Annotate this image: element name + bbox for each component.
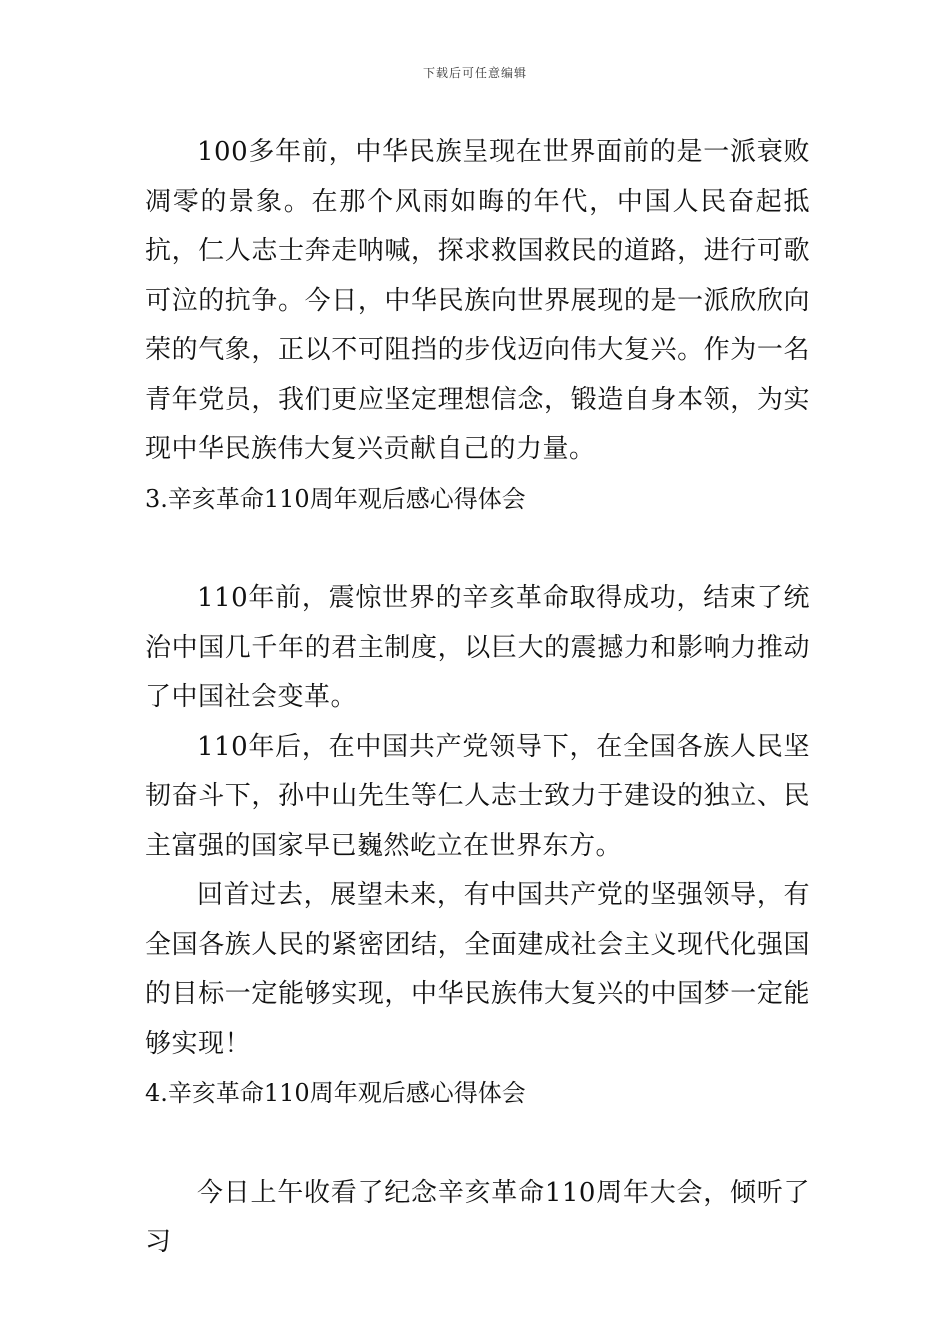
paragraph-intro: 100多年前，中华民族呈现在世界面前的是一派衰败凋零的景象。在那个风雨如晦的年代，中国人民奋起抵抗，仁人志士奔走呐喊，探求救国救民的道路，进行可歌可泣的抗争。今日，中华民族向世界展现的是一派欣欣向荣的气象，正以不可阻挡的步伐迈向伟大复兴。作为一名青年党员，我们更应坚定理想信念，锻造自身本领，为实现中华民族伟大复兴贡献自己的力量。 [145,137,810,464]
paragraph-section4-1: 今日上午收看了纪念辛亥革命110周年大会，倾听了习 [145,1177,810,1257]
paragraph-section3-2: 110年后，在中国共产党领导下，在全国各族人民坚韧奋斗下，孙中山先生等仁人志士致力于建设的独立、民主富强的国家早已巍然屹立在世界东方。 [145,731,810,861]
page-header: 下载后可任意编辑 [422,66,527,80]
section-gap [145,524,810,574]
section-heading-4: 4.辛亥革命110周年观后感心得体会 [145,1079,526,1107]
section-gap [145,1119,810,1169]
paragraph-section3-3: 回首过去，展望未来，有中国共产党的坚强领导，有全国各族人民的紧密团结，全面建成社会主义现代化强国的目标一定能够实现，中华民族伟大复兴的中国梦一定能够实现！ [145,880,810,1059]
document-body [145,128,810,1268]
paragraph-section3-1: 110年前，震惊世界的辛亥革命取得成功，结束了统治中国几千年的君主制度，以巨大的震撼力和影响力推动了中国社会变革。 [145,583,810,712]
section-heading-3: 3.辛亥革命110周年观后感心得体会 [145,484,526,513]
